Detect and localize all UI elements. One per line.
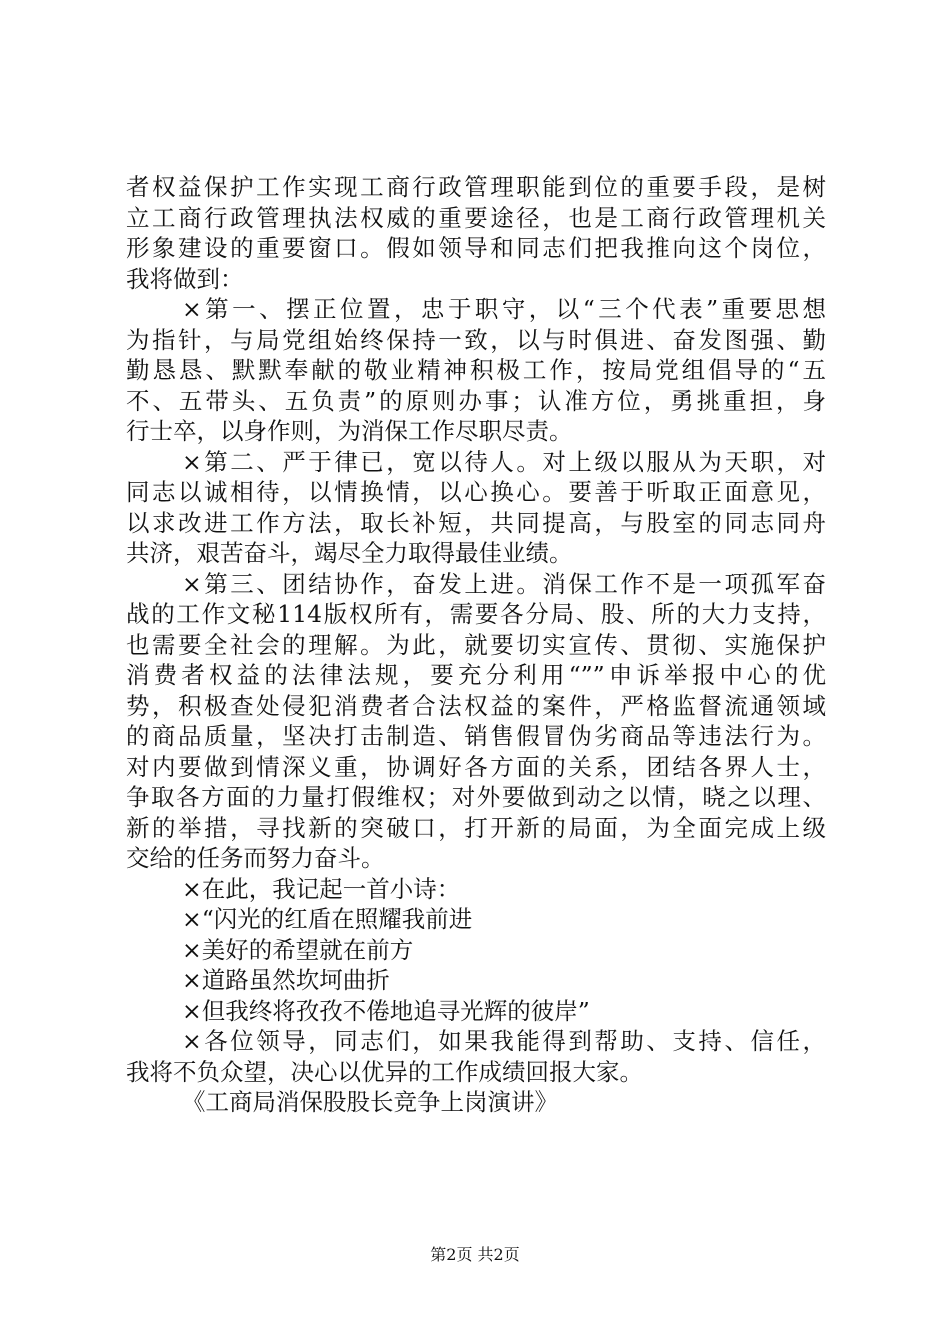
text-line: 以求改进工作方法，取长补短，共同提高，与股室的同志同舟 [126, 508, 826, 537]
document-title-line: 《工商局消保股股长竞争上岗演讲》 [182, 1088, 558, 1116]
text-line: 新的举措，寻找新的突破口，打开新的局面，为全面完成上级 [126, 813, 826, 842]
text-line: 势，积极查处侵犯消费者合法权益的案件，严格监督流通领域 [126, 691, 826, 720]
text-line: ×各位领导，同志们，如果我能得到帮助、支持、信任， [182, 1027, 826, 1055]
text-line: 我将不负众望，决心以优异的工作成绩回报大家。 [126, 1057, 643, 1086]
text-line: 不、五带头、五负责”的原则办事；认准方位，勇挑重担，身 [126, 386, 826, 415]
text-line: 的商品质量，坚决打击制造、销售假冒伪劣商品等违法行为。 [126, 722, 826, 750]
text-line: 共济，艰苦奋斗，竭尽全力取得最佳业绩。 [126, 539, 573, 567]
text-line: ×第二、严于律已，宽以待人。对上级以服从为天职，对 [182, 447, 826, 476]
text-line: 形象建设的重要窗口。假如领导和同志们把我推向这个岗位， [126, 234, 826, 262]
text-line: ×第三、团结协作，奋发上进。消保工作不是一项孤军奋 [182, 569, 826, 598]
text-line: ×道路虽然坎坷曲折 [182, 966, 390, 994]
text-line: 立工商行政管理执法权威的重要途径，也是工商行政管理机关 [126, 203, 826, 232]
text-line: ×在此，我记起一首小诗： [182, 874, 461, 903]
text-line: 者权益保护工作实现工商行政管理职能到位的重要手段，是树 [126, 173, 826, 201]
text-line: 对内要做到情深义重，协调好各方面的关系，团结各界人士， [126, 752, 826, 781]
body-text [126, 172, 826, 1118]
page-number-footer: 第2页 共2页 [430, 1245, 520, 1264]
text-line: 我将做到： [126, 264, 244, 293]
text-line: 勤恳恳、默默奉献的敬业精神积极工作，按局党组倡导的“五 [126, 356, 826, 384]
text-line: ×“闪光的红盾在照耀我前进 [182, 905, 473, 933]
text-line: 战的工作文秘114版权所有，需要各分局、股、所的大力支持， [126, 600, 826, 628]
text-line: 争取各方面的力量打假维权；对外要做到动之以情，晓之以理、 [126, 783, 826, 811]
text-line: ×第一、摆正位置，忠于职守，以“三个代表”重要思想 [182, 295, 826, 323]
text-line: 也需要全社会的理解。为此，就要切实宣传、贯彻、实施保护 [126, 630, 826, 659]
text-line: 消费者权益的法律法规，要充分利用“””申诉举报中心的优 [126, 661, 826, 689]
text-line: 为指针，与局党组始终保持一致，以与时俱进、奋发图强、勤 [126, 325, 826, 354]
text-line: 交给的任务而努力奋斗。 [126, 844, 385, 872]
text-line: ×但我终将孜孜不倦地追寻光辉的彼岸” [182, 996, 590, 1025]
text-line: ×美好的希望就在前方 [182, 935, 414, 964]
text-line: 行士卒，以身作则，为消保工作尽职尽责。 [126, 417, 573, 445]
text-line: 同志以诚相待，以情换情，以心换心。要善于听取正面意见， [126, 478, 826, 506]
